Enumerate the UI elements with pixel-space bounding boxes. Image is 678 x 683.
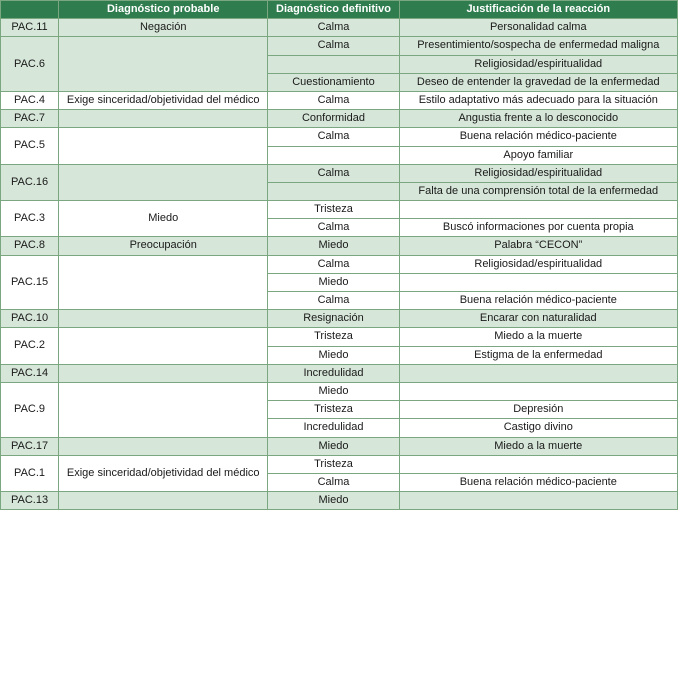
justificacion-cell: Miedo a la muerte	[399, 437, 677, 455]
diagnostico-definitivo-cell: Miedo	[268, 437, 399, 455]
diagnostico-definitivo-cell	[268, 146, 399, 164]
patient-code-cell: PAC.11	[1, 19, 59, 37]
diagnostico-definitivo-cell: Miedo	[268, 346, 399, 364]
justificacion-cell: Encarar con naturalidad	[399, 310, 677, 328]
justificacion-cell	[399, 455, 677, 473]
patient-code-cell: PAC.17	[1, 437, 59, 455]
diagnostico-probable-cell: Miedo	[59, 201, 268, 237]
table-row	[1, 437, 678, 455]
table-row	[1, 237, 678, 255]
table-row	[1, 255, 678, 273]
justificacion-cell	[399, 201, 677, 219]
table-row	[1, 201, 678, 219]
patient-code-cell: PAC.6	[1, 37, 59, 92]
table-header-row	[1, 1, 678, 19]
patient-code-cell: PAC.1	[1, 455, 59, 491]
diagnostico-definitivo-cell: Tristeza	[268, 455, 399, 473]
justificacion-cell: Palabra “CECON”	[399, 237, 677, 255]
diagnostico-definitivo-cell: Calma	[268, 91, 399, 109]
justificacion-cell: Religiosidad/espiritualidad	[399, 55, 677, 73]
table-row	[1, 310, 678, 328]
diagnostico-probable-cell: Negación	[59, 19, 268, 37]
table-row	[1, 364, 678, 382]
justificacion-cell	[399, 364, 677, 382]
diagnostico-definitivo-cell: Calma	[268, 473, 399, 491]
justificacion-cell: Presentimiento/sospecha de enfermedad maligna	[399, 37, 677, 55]
diagnostico-probable-cell	[59, 255, 268, 310]
diagnostico-probable-cell	[59, 164, 268, 200]
justificacion-cell	[399, 273, 677, 291]
table-row	[1, 37, 678, 55]
patient-code-cell: PAC.16	[1, 164, 59, 200]
diagnostico-definitivo-cell: Cuestionamiento	[268, 73, 399, 91]
patient-code-cell: PAC.7	[1, 110, 59, 128]
justificacion-cell	[399, 492, 677, 510]
justificacion-cell: Angustia frente a lo desconocido	[399, 110, 677, 128]
justificacion-cell: Religiosidad/espiritualidad	[399, 164, 677, 182]
justificacion-cell: Miedo a la muerte	[399, 328, 677, 346]
diagnostico-definitivo-cell: Tristeza	[268, 328, 399, 346]
diagnostico-definitivo-cell: Calma	[268, 19, 399, 37]
diagnostico-probable-cell: Exige sinceridad/objetividad del médico	[59, 91, 268, 109]
patient-code-cell: PAC.15	[1, 255, 59, 310]
justificacion-cell: Estilo adaptativo más adecuado para la situación	[399, 91, 677, 109]
patient-code-cell: PAC.3	[1, 201, 59, 237]
diagnostico-definitivo-cell: Incredulidad	[268, 419, 399, 437]
diagnostico-probable-cell: Exige sinceridad/objetividad del médico	[59, 455, 268, 491]
column-header-justificacion: Justificación de la reacción	[399, 1, 677, 19]
column-header-definitivo: Diagnóstico definitivo	[268, 1, 399, 19]
diagnostico-definitivo-cell: Conformidad	[268, 110, 399, 128]
diagnostico-probable-cell	[59, 310, 268, 328]
diagnostico-definitivo-cell	[268, 55, 399, 73]
patient-code-cell: PAC.9	[1, 382, 59, 437]
diagnostico-definitivo-cell: Calma	[268, 219, 399, 237]
justificacion-cell: Personalidad calma	[399, 19, 677, 37]
diagnostico-definitivo-cell: Calma	[268, 128, 399, 146]
diagnostico-definitivo-cell: Calma	[268, 164, 399, 182]
justificacion-cell: Buena relación médico-paciente	[399, 128, 677, 146]
patient-code-cell: PAC.13	[1, 492, 59, 510]
diagnostico-definitivo-cell: Tristeza	[268, 401, 399, 419]
column-header-probable: Diagnóstico probable	[59, 1, 268, 19]
diagnostico-definitivo-cell: Miedo	[268, 492, 399, 510]
justificacion-cell: Estigma de la enfermedad	[399, 346, 677, 364]
table-row	[1, 492, 678, 510]
patient-code-cell: PAC.10	[1, 310, 59, 328]
column-header-code	[1, 1, 59, 19]
diagnostico-probable-cell	[59, 437, 268, 455]
justificacion-cell: Religiosidad/espiritualidad	[399, 255, 677, 273]
diagnostico-definitivo-cell: Calma	[268, 37, 399, 55]
diagnostico-probable-cell	[59, 37, 268, 92]
table-row	[1, 328, 678, 346]
justificacion-cell: Apoyo familiar	[399, 146, 677, 164]
table-body	[1, 19, 678, 510]
justificacion-cell	[399, 382, 677, 400]
justificacion-cell: Buscó informaciones por cuenta propia	[399, 219, 677, 237]
diagnostico-probable-cell	[59, 364, 268, 382]
diagnostico-definitivo-cell: Miedo	[268, 382, 399, 400]
diagnostico-definitivo-cell: Calma	[268, 292, 399, 310]
table-row	[1, 382, 678, 400]
patient-code-cell: PAC.5	[1, 128, 59, 164]
table-row	[1, 110, 678, 128]
justificacion-cell: Deseo de entender la gravedad de la enfermedad	[399, 73, 677, 91]
diagnostico-probable-cell	[59, 328, 268, 364]
diagnostico-definitivo-cell: Miedo	[268, 237, 399, 255]
justificacion-cell: Depresión	[399, 401, 677, 419]
diagnostico-definitivo-cell: Resignación	[268, 310, 399, 328]
diagnostico-definitivo-cell: Calma	[268, 255, 399, 273]
diagnostico-probable-cell	[59, 128, 268, 164]
table-row	[1, 164, 678, 182]
diagnostico-probable-cell: Preocupación	[59, 237, 268, 255]
justificacion-cell: Falta de una comprensión total de la enfermedad	[399, 182, 677, 200]
justificacion-cell: Buena relación médico-paciente	[399, 292, 677, 310]
patient-code-cell: PAC.14	[1, 364, 59, 382]
diagnostico-definitivo-cell	[268, 182, 399, 200]
diagnostico-definitivo-cell: Tristeza	[268, 201, 399, 219]
table-header	[1, 1, 678, 19]
justificacion-cell: Castigo divino	[399, 419, 677, 437]
patient-code-cell: PAC.2	[1, 328, 59, 364]
justificacion-cell: Buena relación médico-paciente	[399, 473, 677, 491]
patient-code-cell: PAC.4	[1, 91, 59, 109]
diagnostico-definitivo-cell: Incredulidad	[268, 364, 399, 382]
table-row	[1, 455, 678, 473]
table-row	[1, 19, 678, 37]
table-row	[1, 91, 678, 109]
diagnostico-definitivo-cell: Miedo	[268, 273, 399, 291]
diagnostico-probable-cell	[59, 382, 268, 437]
table-row	[1, 128, 678, 146]
diagnostico-probable-cell	[59, 110, 268, 128]
diagnostico-probable-cell	[59, 492, 268, 510]
patient-code-cell: PAC.8	[1, 237, 59, 255]
